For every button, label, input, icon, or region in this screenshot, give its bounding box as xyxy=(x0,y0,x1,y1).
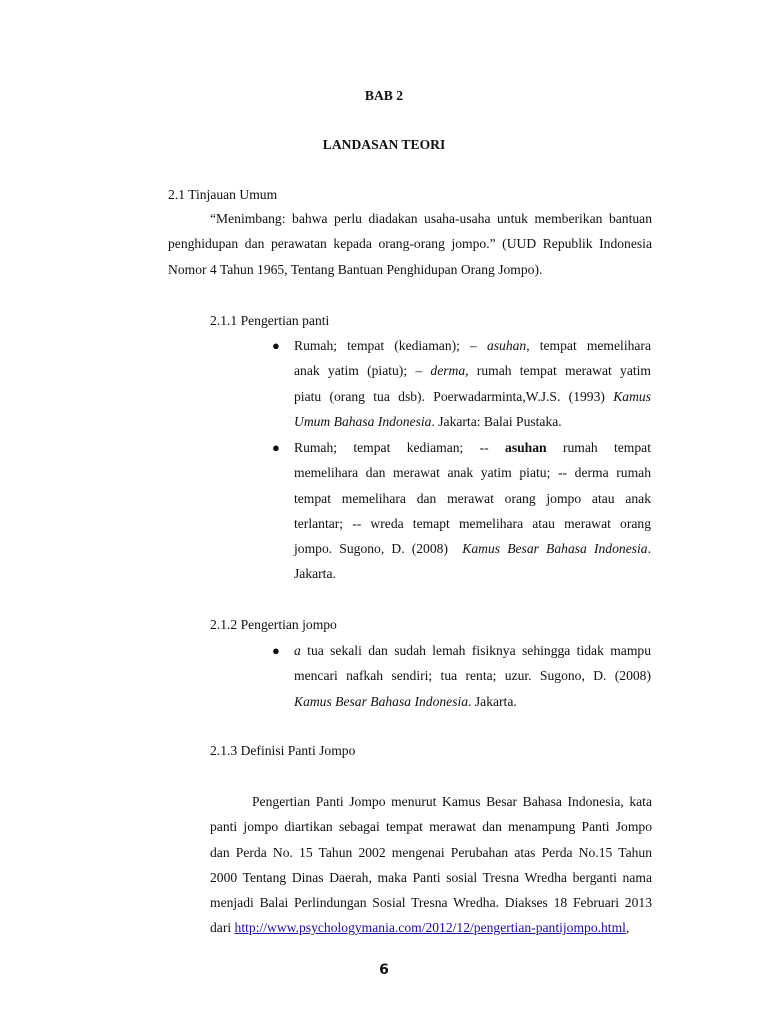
section-2-1-1-heading: 2.1.1 Pengertian panti xyxy=(210,313,330,328)
section-2-1-heading: 2.1 Tinjauan Umum xyxy=(168,187,278,202)
text-span: . Jakarta. xyxy=(468,693,517,709)
reference-link[interactable]: http://www.psychologymania.com/2012/12/pengertian-pantijompo.html xyxy=(234,920,626,936)
section-2-1-line: “Menimbang: bahwa perlu diadakan usaha-usaha untuk memberikan bantuan xyxy=(210,211,652,226)
text-span: anak yatim (piatu); – xyxy=(294,363,423,379)
text-span: piatu (orang tua dsb). Poerwadarminta,W.J.S. (1993) xyxy=(294,388,605,404)
text-line: Pengertian Panti Jompo menurut Kamus Besar Bahasa Indonesia, kata xyxy=(252,794,652,809)
chapter-number: BAB 2 xyxy=(364,88,404,103)
bullet-item xyxy=(294,435,651,587)
bold-term: asuhan xyxy=(505,440,547,455)
text-span: dari xyxy=(210,920,232,936)
text-line: Jakarta. xyxy=(294,566,336,582)
text-line: mencari nafkah sendiri; tua renta; uzur. Sugono, D. (2008) xyxy=(294,668,651,684)
section-2-1-paragraph xyxy=(168,206,652,282)
text-span: , tempat memelihara xyxy=(526,338,651,353)
italic-term: asuhan xyxy=(486,338,527,353)
italic-term: a xyxy=(294,643,301,658)
text-line: menjadi Balai Perlindungan Sosial Tresna Wredha. Diakses 18 Februari 2013 xyxy=(210,895,652,911)
italic-term: Kamus Besar Bahasa Indonesia xyxy=(294,693,469,709)
text-span: jompo. Sugono, D. (2008) xyxy=(294,541,448,557)
text-span: Rumah; tempat kediaman; -- xyxy=(294,440,489,455)
section-2-1-line: Nomor 4 Tahun 1965, Tentang Bantuan Penghidupan Orang Jompo). xyxy=(168,261,543,277)
section-2-1-3-paragraph xyxy=(210,789,652,941)
text-span: , rumah tempat merawat yatim xyxy=(465,363,651,379)
text-span: Rumah; tempat (kediaman); – xyxy=(294,338,477,353)
bullet-icon: ● xyxy=(272,338,280,353)
bullet-icon: ● xyxy=(272,440,280,455)
bullet-icon: ● xyxy=(272,643,280,658)
bullet-item xyxy=(294,638,651,714)
text-line: panti jompo diartikan sebagai tempat merawat dan menampung Panti Jompo xyxy=(210,819,652,835)
chapter-title: LANDASAN TEORI xyxy=(322,137,446,152)
text-span: . xyxy=(647,541,652,557)
text-span: rumah tempat xyxy=(562,440,651,455)
italic-term: Umum Bahasa Indonesia xyxy=(294,413,432,429)
text-span: tua sekali dan sudah lemah fisiknya sehingga tidak mampu xyxy=(307,643,651,658)
text-line: dan Perda No. 15 Tahun 2002 mengenai Perubahan atas Perda No.15 Tahun xyxy=(210,844,652,860)
bullet-item xyxy=(294,333,651,434)
italic-term: Kamus xyxy=(613,388,651,404)
text-line: terlantar; -- wreda temapt memelihara atau merawat orang xyxy=(294,515,651,531)
section-2-1-line: penghidupan dan perawatan kepada orang-orang jompo.” (UUD Republik Indonesia xyxy=(168,236,652,252)
italic-term: Kamus Besar Bahasa Indonesia xyxy=(462,541,648,557)
text-line: 2000 Tentang Dinas Daerah, maka Panti sosial Tresna Wredha berganti nama xyxy=(210,869,652,885)
page-number: 6 xyxy=(379,962,389,978)
text-line: memelihara dan merawat anak yatim piatu; -- derma rumah xyxy=(294,465,651,481)
italic-term: derma xyxy=(430,363,466,379)
section-2-1-3-heading: 2.1.3 Definisi Panti Jompo xyxy=(210,743,356,758)
text-span: , xyxy=(625,920,630,936)
text-span: . Jakarta: Balai Pustaka. xyxy=(431,413,562,429)
text-line: tempat memelihara dan merawat orang jompo atau anak xyxy=(294,490,651,506)
section-2-1-2-heading: 2.1.2 Pengertian jompo xyxy=(210,617,337,632)
